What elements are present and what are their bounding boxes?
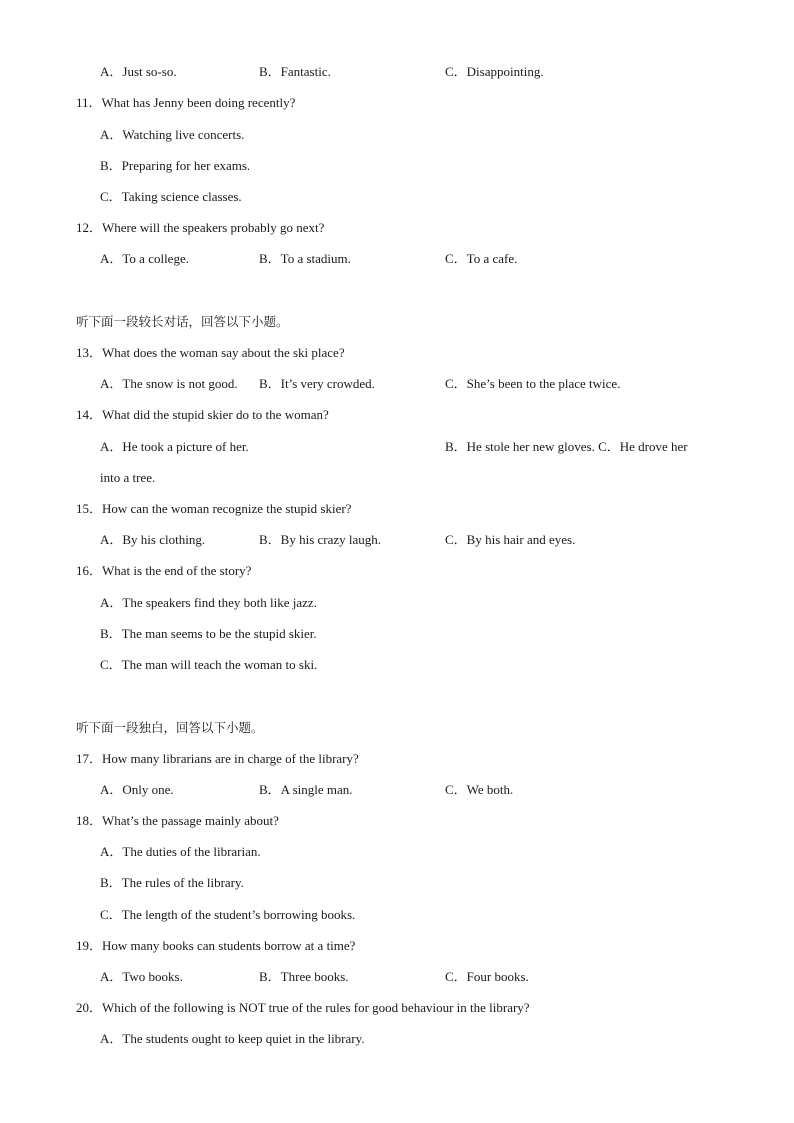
q13-question: 13．What does the woman say about the ski place? [76, 345, 345, 360]
q18-option-c: C．The length of the student’s borrowing books. [100, 907, 356, 922]
q10-option-a: A．Just so-so. [100, 64, 177, 79]
q17-option-a: A．Only one. [100, 782, 174, 797]
q11-option-c: C．Taking science classes. [100, 189, 242, 204]
q14-option-a: A．He took a picture of her. [100, 439, 249, 454]
section-heading-dialogue: 听下面一段较长对话，回答以下小题。 [76, 314, 289, 329]
q11-option-b: B．Preparing for her exams. [100, 158, 251, 173]
q15-option-c: C．By his hair and eyes. [445, 532, 576, 547]
q18-option-a: A．The duties of the librarian. [100, 844, 261, 859]
q19-question: 19．How many books can students borrow at a time? [76, 938, 356, 953]
q14-option-c-continued: into a tree. [100, 470, 156, 485]
q11-option-a: A．Watching live concerts. [100, 127, 245, 142]
q12-option-c: C．To a cafe. [445, 251, 518, 266]
q19-option-b: B．Three books. [259, 969, 349, 984]
q10-option-c: C．Disappointing. [445, 64, 544, 79]
q15-option-a: A．By his clothing. [100, 532, 206, 547]
q16-option-b: B．The man seems to be the stupid skier. [100, 626, 317, 641]
q20-question: 20．Which of the following is NOT true of the rules for good behaviour in the library? [76, 1000, 530, 1015]
q11-question: 11．What has Jenny been doing recently? [76, 95, 296, 110]
q19-option-c: C．Four books. [445, 969, 529, 984]
q20-option-a: A．The students ought to keep quiet in the library. [100, 1031, 365, 1046]
q13-option-c: C．She’s been to the place twice. [445, 376, 621, 391]
q16-option-c: C．The man will teach the woman to ski. [100, 657, 318, 672]
q18-question: 18．What’s the passage mainly about? [76, 813, 279, 828]
q12-option-a: A．To a college. [100, 251, 189, 266]
q16-question: 16．What is the end of the story? [76, 563, 252, 578]
q12-question: 12．Where will the speakers probably go next? [76, 220, 325, 235]
q18-option-b: B．The rules of the library. [100, 875, 244, 890]
q17-question: 17．How many librarians are in charge of the library? [76, 751, 359, 766]
q15-option-b: B．By his crazy laugh. [259, 532, 382, 547]
q13-option-b: B．It’s very crowded. [259, 376, 375, 391]
q13-option-a: A．The snow is not good. [100, 376, 238, 391]
section-heading-monologue: 听下面一段独白，回答以下小题。 [76, 720, 264, 735]
q16-option-a: A．The speakers find they both like jazz. [100, 595, 317, 610]
q14-question: 14．What did the stupid skier do to the woman? [76, 407, 329, 422]
q14-option-bc: B．He stole her new gloves. C．He drove her [445, 439, 688, 454]
q15-question: 15．How can the woman recognize the stupid skier? [76, 501, 352, 516]
q10-option-b: B．Fantastic. [259, 64, 331, 79]
q19-option-a: A．Two books. [100, 969, 183, 984]
q17-option-b: B．A single man. [259, 782, 353, 797]
q17-option-c: C．We both. [445, 782, 514, 797]
q12-option-b: B．To a stadium. [259, 251, 351, 266]
